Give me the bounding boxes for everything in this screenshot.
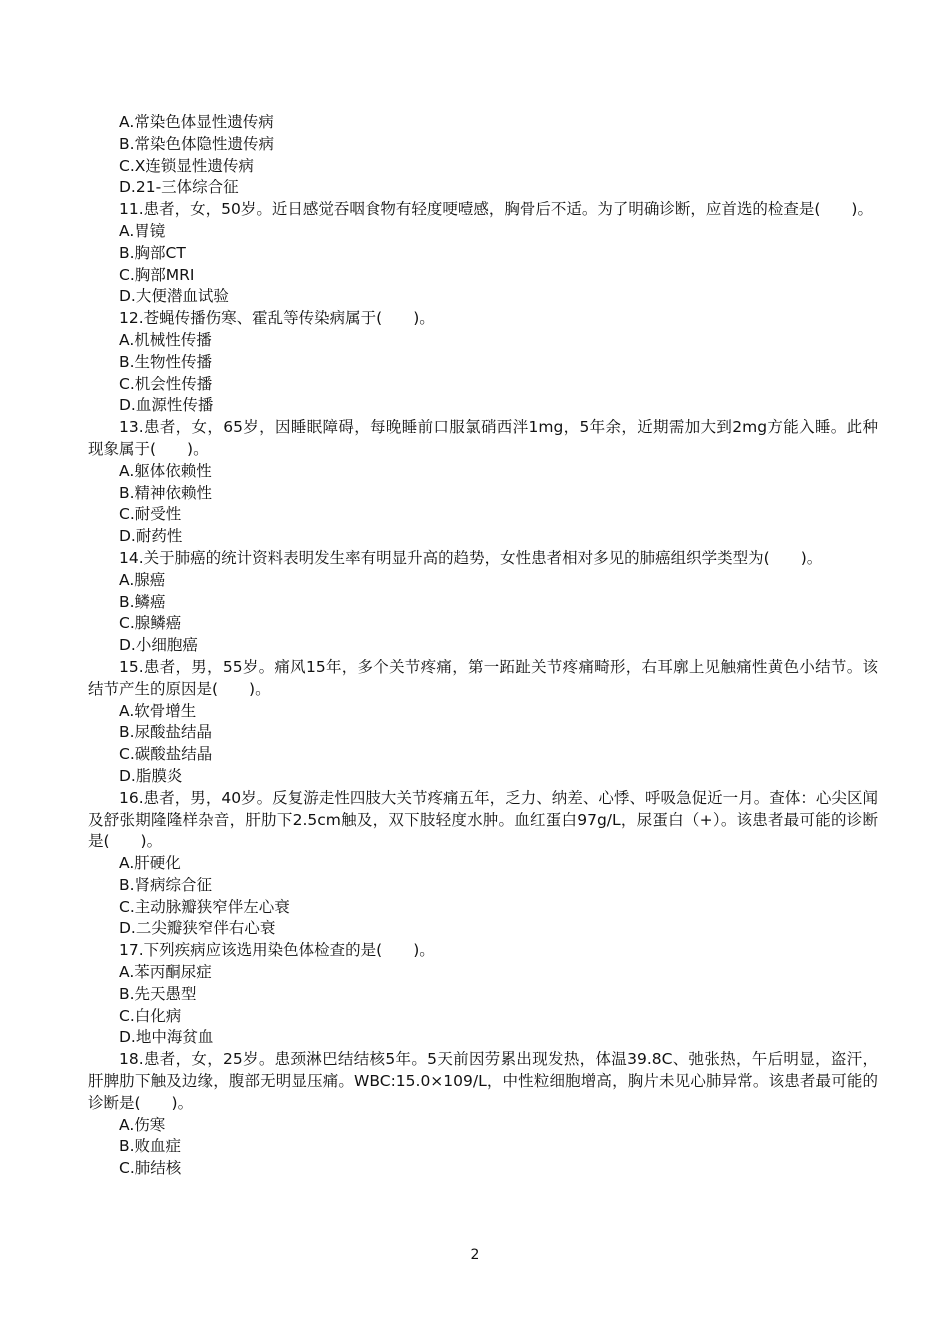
answer-option: C.X连锁显性遗传病 — [119, 156, 254, 175]
answer-option: C.机会性传播 — [119, 374, 213, 393]
answer-option: C.主动脉瓣狭窄伴左心衰 — [119, 897, 290, 916]
answer-option: D.21-三体综合征 — [119, 178, 239, 197]
question-stem: 14.关于肺癌的统计资料表明发生率有明显升高的趋势，女性患者相对多见的肺癌组织学类型为( )。 — [119, 548, 823, 567]
answer-option: B.先天愚型 — [119, 984, 197, 1003]
answer-option: A.伤寒 — [119, 1115, 166, 1134]
question-stem: 16.患者，男，40岁。反复游走性四肢大关节疼痛五年，乏力、纳差、心悸、呼吸急促近一月。查体：心尖区闻及舒张期隆隆样杂音，肝肋下2.5cm触及，双下肢轻度水肿。血红蛋白97g/L，尿蛋白（+）。该患者最可能的诊断是( )。 — [88, 788, 878, 851]
question-stem: 12.苍蝇传播伤寒、霍乱等传染病属于( )。 — [119, 309, 435, 328]
answer-option: B.败血症 — [119, 1137, 182, 1156]
answer-option: B.鳞癌 — [119, 592, 166, 611]
question-stem: 15.患者，男，55岁。痛风15年，多个关节疼痛，第一跖趾关节疼痛畸形，右耳廓上见触痛性黄色小结节。该结节产生的原因是( )。 — [88, 657, 878, 698]
answer-option: B.常染色体隐性遗传病 — [119, 134, 275, 153]
question-list — [88, 112, 878, 1180]
question-stem: 17.下列疾病应该选用染色体检查的是( )。 — [119, 941, 435, 960]
answer-option: B.肾病综合征 — [119, 875, 213, 894]
answer-option: D.耐药性 — [119, 527, 183, 546]
question-stem: 18.患者，女，25岁。患颈淋巴结结核5年。5天前因劳累出现发热，体温39.8C、弛张热，午后明显，盗汗，肝脾肋下触及边缘，腹部无明显压痛。WBC:15.0×109/L，中性粒细胞增高，胸片未见心肺异常。该患者最可能的诊断是( )。 — [88, 1050, 878, 1112]
question-stem: 11.患者，女，50岁。近日感觉吞咽食物有轻度哽噎感，胸骨后不适。为了明确诊断，应首选的检查是( )。 — [119, 200, 873, 219]
answer-option: A.机械性传播 — [119, 330, 212, 349]
answer-option: C.白化病 — [119, 1006, 182, 1025]
answer-option: D.小细胞癌 — [119, 636, 198, 655]
answer-option: D.地中海贫血 — [119, 1028, 214, 1047]
answer-option: C.腺鳞癌 — [119, 614, 182, 633]
answer-option: A.胃镜 — [119, 221, 166, 240]
answer-option: D.脂膜炎 — [119, 766, 183, 785]
answer-option: A.常染色体显性遗传病 — [119, 113, 274, 131]
answer-option: C.胸部MRI — [119, 265, 195, 284]
page-number: 2 — [470, 1247, 480, 1263]
answer-option: D.二尖瓣狭窄伴右心衰 — [119, 919, 276, 938]
answer-option: C.碳酸盐结晶 — [119, 745, 213, 764]
answer-option: A.肝硬化 — [119, 854, 181, 873]
answer-option: D.大便潜血试验 — [119, 287, 229, 306]
answer-option: A.腺癌 — [119, 570, 166, 589]
answer-option: A.苯丙酮尿症 — [119, 963, 212, 982]
answer-option: C.耐受性 — [119, 505, 182, 524]
answer-option: D.血源性传播 — [119, 396, 214, 415]
answer-option: B.胸部CT — [119, 243, 186, 262]
answer-option: C.肺结核 — [119, 1159, 182, 1178]
answer-option: A.躯体依赖性 — [119, 461, 212, 480]
answer-option: B.生物性传播 — [119, 352, 213, 371]
answer-option: A.软骨增生 — [119, 701, 197, 720]
question-stem: 13.患者，女，65岁，因睡眠障碍，每晚睡前口服氯硝西泮1mg，5年余，近期需加大到2mg方能入睡。此种现象属于( )。 — [88, 418, 878, 458]
answer-option: B.精神依赖性 — [119, 483, 213, 502]
answer-option: B.尿酸盐结晶 — [119, 723, 213, 742]
